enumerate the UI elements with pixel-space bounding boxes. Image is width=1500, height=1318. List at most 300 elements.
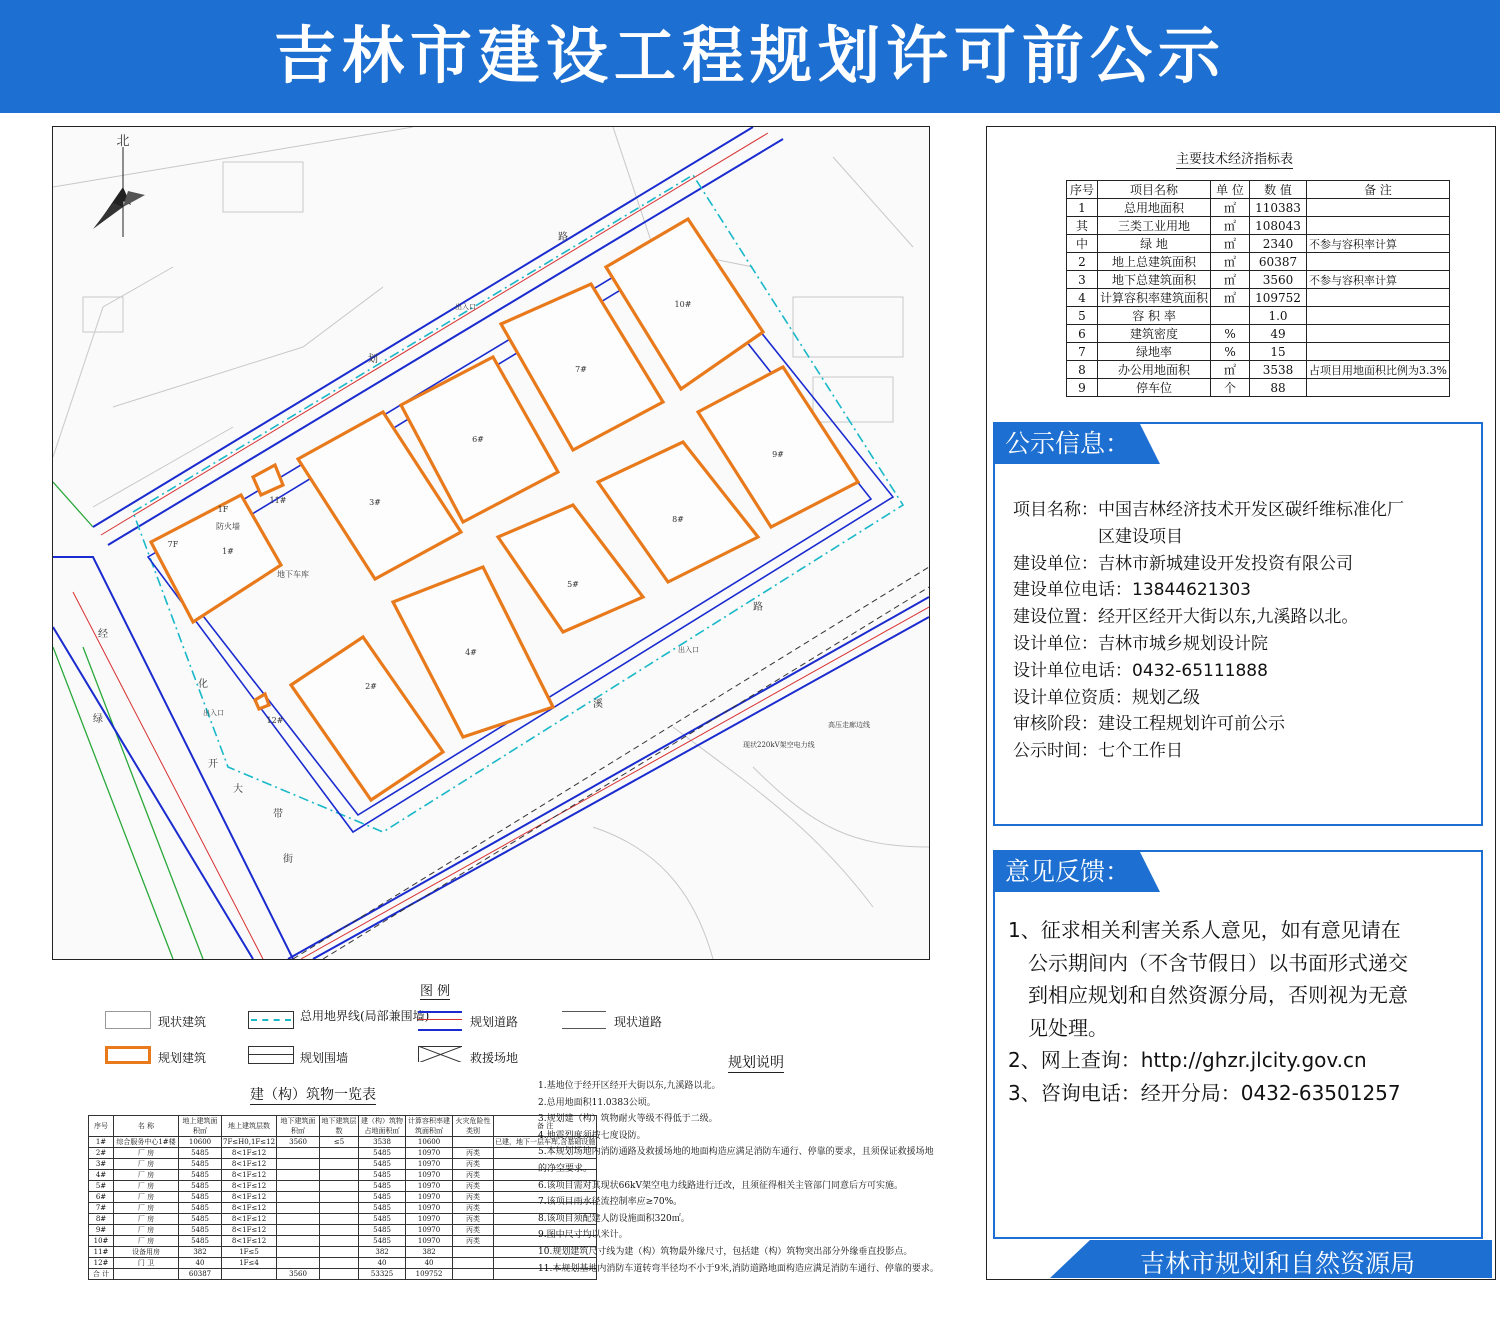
econ-cell-value: 1.0 xyxy=(1250,307,1307,325)
building-label-5: 6# xyxy=(472,435,484,444)
building-table-cell: 40 xyxy=(406,1258,453,1269)
econ-cell-name: 建筑密度 xyxy=(1098,325,1211,343)
econ-cell-unit: ㎡ xyxy=(1211,271,1250,289)
building-table-cell: 8<1F≤12 xyxy=(222,1236,277,1247)
building-table-cell: ≤5 xyxy=(320,1137,359,1148)
building-table-cell xyxy=(320,1247,359,1258)
building-table-header: 备 注 xyxy=(494,1116,597,1137)
power-line-label: 现状220kV架空电力线 xyxy=(743,741,815,749)
building-table-cell: 9# xyxy=(89,1225,114,1236)
road-char-hua: 化 xyxy=(198,679,208,690)
north-arrow-icon xyxy=(93,134,145,237)
building-table-cell: 8<1F≤12 xyxy=(222,1203,277,1214)
note-line: 6.该项目需对其现状66kV架空电力线路进行迁改，且须征得相关主管部门同意后方可实施。 xyxy=(538,1180,903,1191)
econ-cell-name: 计算容积率建筑面积 xyxy=(1098,289,1211,307)
building-table-title: 建（构）筑物一览表 xyxy=(250,1084,376,1105)
building-table-cell: 10970 xyxy=(406,1159,453,1170)
econ-cell-note xyxy=(1307,253,1450,271)
building-table-cell xyxy=(453,1258,494,1269)
building-table-header: 地上建筑面积㎡ xyxy=(179,1116,222,1137)
note-line: 5.本规划场地内消防通路及救援场地的地面构造应满足消防车通行、停靠的要求，且须保证救援场地 xyxy=(538,1147,934,1158)
table-row xyxy=(89,1203,597,1214)
floor-label-7f: 7F xyxy=(167,540,179,549)
econ-cell-note: 占项目用地面积比例为3.3% xyxy=(1307,361,1450,379)
building-table-cell xyxy=(320,1192,359,1203)
notes-title: 规划说明 xyxy=(728,1052,784,1073)
building-label-2: 2# xyxy=(365,682,377,691)
legend-label-boundary: 总用地界线(局部兼围墙) xyxy=(300,1009,430,1023)
building-table-cell xyxy=(277,1148,320,1159)
table-row xyxy=(89,1269,597,1280)
building-table-cell: 5485 xyxy=(359,1236,406,1247)
firewall-label: 防火墙 xyxy=(216,522,240,531)
econ-cell-note xyxy=(1307,325,1450,343)
building-table-cell xyxy=(320,1236,359,1247)
table-row xyxy=(1067,361,1450,379)
legend-swatch-existing-road xyxy=(562,1011,606,1029)
building-table-cell: 3538 xyxy=(359,1137,406,1148)
econ-cell-value: 60387 xyxy=(1250,253,1307,271)
econ-cell-note: 不参与容积率计算 xyxy=(1307,235,1450,253)
info-line: 设计单位电话：0432-65111888 xyxy=(1013,660,1268,681)
building-table-cell: 2# xyxy=(89,1148,114,1159)
building-table-cell: 丙类 xyxy=(453,1170,494,1181)
building-table-cell: 5485 xyxy=(359,1148,406,1159)
building-table-cell xyxy=(320,1148,359,1159)
econ-cell-value: 2340 xyxy=(1250,235,1307,253)
table-row xyxy=(89,1192,597,1203)
building-table-cell xyxy=(222,1269,277,1280)
building-table-cell xyxy=(277,1225,320,1236)
building-table-cell: 5485 xyxy=(179,1203,222,1214)
building-table-cell: 10970 xyxy=(406,1214,453,1225)
road-char-hua2: 划 xyxy=(368,354,378,365)
building-table-cell: 5485 xyxy=(179,1192,222,1203)
table-row xyxy=(89,1214,597,1225)
note-line: 的净空要求。 xyxy=(538,1164,593,1174)
site-plan-map xyxy=(52,126,930,960)
building-label-9: 9# xyxy=(772,450,784,459)
econ-cell-value: 49 xyxy=(1250,325,1307,343)
econ-table-title: 主要技术经济指标表 xyxy=(1176,148,1293,169)
econ-cell-note xyxy=(1307,199,1450,217)
econ-cell-value: 15 xyxy=(1250,343,1307,361)
building-table-cell: 门 卫 xyxy=(114,1258,179,1269)
building-table-cell: 已建，地下一层车库,含基础设施 xyxy=(495,1138,596,1146)
econ-cell-no: 其 xyxy=(1067,217,1098,235)
page-title: 吉林市建设工程规划许可前公示 xyxy=(273,19,1226,92)
building-table-header: 计算容积率建筑面积㎡ xyxy=(406,1116,453,1137)
road-char-lu-2: 路 xyxy=(753,602,763,613)
building-table-cell: 7F≤H0,1F≤12 xyxy=(223,1138,276,1146)
building-label-7: 7# xyxy=(575,365,587,374)
table-row xyxy=(89,1258,597,1269)
building-table-cell: 40 xyxy=(359,1258,406,1269)
econ-cell-value: 108043 xyxy=(1250,217,1307,235)
building-table-header: 地上建筑层数 xyxy=(222,1116,277,1137)
building-table-cell: 5485 xyxy=(179,1148,222,1159)
econ-cell-name: 停车位 xyxy=(1098,379,1211,397)
building-table-header: 名 称 xyxy=(114,1116,179,1137)
table-row xyxy=(89,1137,597,1148)
building-table-cell: 8<1F≤12 xyxy=(222,1214,277,1225)
building-table-cell: 厂 房 xyxy=(114,1203,179,1214)
legend-label-planned-wall: 规划围墙 xyxy=(300,1051,349,1065)
feedback-line: 3、咨询电话：经开分局：0432-63501257 xyxy=(1008,1080,1401,1105)
building-table-cell xyxy=(277,1247,320,1258)
building-table-cell: 10970 xyxy=(406,1181,453,1192)
note-line: 11.本规划基地内消防车道转弯半径均不小于9米,消防道路地面构造应满足消防车通行、停靠的要求。 xyxy=(538,1263,939,1274)
building-table-cell: 10970 xyxy=(406,1192,453,1203)
building-label-8: 8# xyxy=(672,515,684,524)
building-table-cell: 109752 xyxy=(406,1269,453,1280)
footer-org-name: 吉林市规划和自然资源局 xyxy=(1140,1249,1416,1278)
econ-cell-name: 容 积 率 xyxy=(1098,307,1211,325)
building-table-cell: 3# xyxy=(89,1159,114,1170)
econ-cell-unit: ㎡ xyxy=(1211,235,1250,253)
table-row xyxy=(89,1159,597,1170)
hv-corridor-label: 高压走廊边线 xyxy=(828,721,870,729)
building-table-cell: 5485 xyxy=(359,1214,406,1225)
building-table-cell xyxy=(277,1236,320,1247)
tab-corner-shape xyxy=(1140,852,1170,892)
road-char-kai: 开 xyxy=(208,759,218,770)
col-no: 序号 xyxy=(1067,181,1098,199)
building-table-cell: 8# xyxy=(89,1214,114,1225)
building-table-cell xyxy=(277,1203,320,1214)
table-row xyxy=(89,1236,597,1247)
building-table-cell: 丙类 xyxy=(453,1203,494,1214)
building-table-header: 地下建筑层数 xyxy=(321,1117,357,1135)
road-char-jie: 街 xyxy=(283,854,293,865)
econ-cell-no: 7 xyxy=(1067,343,1098,361)
table-header-row xyxy=(1067,181,1450,199)
legend-swatch-existing-building xyxy=(105,1011,151,1029)
table-row xyxy=(1067,253,1450,271)
econ-cell-no: 3 xyxy=(1067,271,1098,289)
building-table-cell: 厂 房 xyxy=(114,1181,179,1192)
building-table-cell: 10970 xyxy=(406,1203,453,1214)
feedback-line: 2、网上查询：http://ghzr.jlcity.gov.cn xyxy=(1008,1048,1367,1072)
building-table-cell xyxy=(320,1159,359,1170)
table-row xyxy=(1067,343,1450,361)
col-name: 项目名称 xyxy=(1098,181,1211,199)
building-table-cell: 6# xyxy=(89,1192,114,1203)
econ-cell-unit: ㎡ xyxy=(1211,361,1250,379)
building-table-cell: 7# xyxy=(89,1203,114,1214)
econ-cell-value: 3560 xyxy=(1250,271,1307,289)
entrance-label-2: 出入口 xyxy=(678,646,699,654)
legend-swatch-planned-road xyxy=(418,1011,462,1031)
econ-cell-no: 4 xyxy=(1067,289,1098,307)
note-line: 2.总用地面积11.0383公顷。 xyxy=(538,1097,656,1108)
building-table-cell xyxy=(320,1269,359,1280)
building-table-cell: 53325 xyxy=(359,1269,406,1280)
econ-cell-no: 中 xyxy=(1067,235,1098,253)
building-table-cell: 丙类 xyxy=(453,1214,494,1225)
econ-cell-unit: 个 xyxy=(1211,379,1250,397)
info-line: 建设单位电话：13844621303 xyxy=(1013,580,1251,601)
col-note: 备 注 xyxy=(1307,181,1450,199)
note-line: 7.该项目雨水径流控制率应≥70%。 xyxy=(538,1197,683,1208)
legend-swatch-planned-building xyxy=(105,1046,151,1064)
building-table-cell xyxy=(320,1258,359,1269)
building-table-cell: 10600 xyxy=(406,1137,453,1148)
building-table-cell: 厂 房 xyxy=(114,1159,179,1170)
legend-label-planned-road: 规划道路 xyxy=(470,1015,519,1029)
building-table-cell: 8<1F≤12 xyxy=(222,1170,277,1181)
building-table-cell: 厂 房 xyxy=(114,1225,179,1236)
building-table-cell xyxy=(453,1137,494,1148)
building-table-cell: 5# xyxy=(89,1181,114,1192)
econ-cell-no: 6 xyxy=(1067,325,1098,343)
entrance-label-1: 出入口 xyxy=(455,303,476,311)
econ-cell-name: 地下总建筑面积 xyxy=(1098,271,1211,289)
building-table-cell: 4# xyxy=(89,1170,114,1181)
col-unit: 单 位 xyxy=(1211,181,1250,199)
building-table-cell: 5485 xyxy=(179,1236,222,1247)
building-table-cell xyxy=(453,1247,494,1258)
table-row xyxy=(1067,325,1450,343)
building-table-cell: 合 计 xyxy=(89,1269,114,1280)
header-banner xyxy=(0,0,1500,113)
building-table-cell xyxy=(114,1269,179,1280)
legend-title: 图 例 xyxy=(420,980,450,1000)
econ-cell-unit: % xyxy=(1211,325,1250,343)
building-table-cell: 382 xyxy=(179,1247,222,1258)
floor-label-1f: 1F xyxy=(217,505,229,514)
road-char-jing: 经 xyxy=(98,629,108,640)
econ-cell-unit: ㎡ xyxy=(1211,289,1250,307)
note-line: 8.该项目须配建人防设施面积320㎡。 xyxy=(538,1213,690,1224)
building-table-cell: 382 xyxy=(359,1247,406,1258)
building-table-cell: 丙类 xyxy=(453,1159,494,1170)
building-table-header: 序号 xyxy=(89,1116,114,1137)
econ-cell-note xyxy=(1307,379,1450,397)
building-table-cell: 1F≤4 xyxy=(222,1258,277,1269)
table-row xyxy=(89,1247,597,1258)
building-table-cell: 10970 xyxy=(406,1148,453,1159)
road-char-dai: 带 xyxy=(273,809,283,820)
table-row xyxy=(1067,307,1450,325)
building-table-cell: 10970 xyxy=(406,1170,453,1181)
info-line: 区建设项目 xyxy=(1013,526,1183,547)
site-plan-drawing xyxy=(53,127,929,959)
building-table-cell: 5485 xyxy=(179,1225,222,1236)
building-label-10: 10# xyxy=(674,300,692,309)
table-row xyxy=(1067,199,1450,217)
building-table-cell: 3560 xyxy=(277,1269,320,1280)
building-table-cell: 10970 xyxy=(406,1236,453,1247)
table-row xyxy=(89,1225,597,1236)
econ-cell-no: 2 xyxy=(1067,253,1098,271)
building-table-cell: 60387 xyxy=(179,1269,222,1280)
building-table-cell xyxy=(277,1170,320,1181)
econ-cell-note xyxy=(1307,343,1450,361)
building-table-cell: 8<1F≤12 xyxy=(222,1181,277,1192)
building-table-cell: 5485 xyxy=(179,1159,222,1170)
econ-cell-name: 绿 地 xyxy=(1098,235,1211,253)
building-table-cell: 5485 xyxy=(359,1225,406,1236)
table-row xyxy=(89,1181,597,1192)
econ-cell-no: 5 xyxy=(1067,307,1098,325)
building-table-cell: 厂 房 xyxy=(114,1192,179,1203)
legend-label-planned-building: 规划建筑 xyxy=(158,1051,207,1065)
table-row xyxy=(89,1148,597,1159)
legend-swatch-planned-wall xyxy=(248,1046,294,1064)
building-table-cell: 5485 xyxy=(359,1181,406,1192)
underground-garage-label: 地下车库 xyxy=(277,570,309,579)
econ-cell-unit: ㎡ xyxy=(1211,199,1250,217)
building-table-cell: 厂 房 xyxy=(114,1148,179,1159)
building-table-cell: 丙类 xyxy=(453,1148,494,1159)
legend-swatch-rescue-site xyxy=(418,1046,462,1062)
building-table-header: 建（构）筑物占地面积㎡ xyxy=(359,1116,406,1137)
road-char-lv: 绿 xyxy=(93,714,103,725)
econ-cell-name: 总用地面积 xyxy=(1098,199,1211,217)
econ-cell-note xyxy=(1307,289,1450,307)
building-table-cell: 厂 房 xyxy=(114,1170,179,1181)
building-table-cell xyxy=(320,1203,359,1214)
building-table-cell: 11# xyxy=(89,1247,114,1258)
building-table-cell: 10970 xyxy=(406,1225,453,1236)
feedback-line: 公示期间内（不含节假日）以书面形式递交 xyxy=(1008,950,1408,975)
building-table-cell: 382 xyxy=(406,1247,453,1258)
building-table-cell xyxy=(277,1192,320,1203)
building-label-12: 12# xyxy=(266,716,284,725)
building-table-cell: 5485 xyxy=(359,1203,406,1214)
building-table-cell: 40 xyxy=(179,1258,222,1269)
econ-cell-name: 三类工业用地 xyxy=(1098,217,1211,235)
building-label-1: 1# xyxy=(222,547,234,556)
road-char-lu-1: 路 xyxy=(558,232,568,243)
econ-cell-note xyxy=(1307,217,1450,235)
feedback-line: 到相应规划和自然资源分局，否则视为无意 xyxy=(1008,983,1408,1007)
table-row xyxy=(1067,217,1450,235)
building-table-cell: 5485 xyxy=(359,1192,406,1203)
table-header-row xyxy=(89,1116,597,1137)
building-table-cell xyxy=(320,1170,359,1181)
table-row xyxy=(89,1170,597,1181)
info-line: 建设位置：经开区经开大街以东,九溪路以北。 xyxy=(1013,607,1359,628)
econ-cell-name: 办公用地面积 xyxy=(1098,361,1211,379)
building-list-table xyxy=(88,1115,597,1280)
building-table-cell: 丙类 xyxy=(453,1225,494,1236)
econ-cell-no: 8 xyxy=(1067,361,1098,379)
building-table-cell: 设备用房 xyxy=(114,1247,179,1258)
building-table-cell: 丙类 xyxy=(453,1192,494,1203)
building-table-cell: 厂 房 xyxy=(114,1236,179,1247)
econ-cell-note: 不参与容积率计算 xyxy=(1307,271,1450,289)
building-table-cell: 综合服务中心1#楼 xyxy=(114,1137,179,1148)
feedback-line: 见处理。 xyxy=(1008,1015,1108,1040)
building-table-cell xyxy=(277,1214,320,1225)
econ-cell-name: 绿地率 xyxy=(1098,343,1211,361)
building-label-11: 11# xyxy=(269,496,287,505)
legend-label-existing-building: 现状建筑 xyxy=(158,1015,207,1029)
econ-cell-note xyxy=(1307,307,1450,325)
building-table-cell xyxy=(320,1225,359,1236)
table-row xyxy=(1067,379,1450,397)
building-table-cell: 10# xyxy=(89,1236,114,1247)
building-table-cell: 8<1F≤12 xyxy=(222,1225,277,1236)
building-table-cell: 10600 xyxy=(179,1137,222,1148)
road-char-xi: 溪 xyxy=(593,699,603,710)
building-table-cell: 5485 xyxy=(179,1170,222,1181)
building-table-cell: 厂 房 xyxy=(114,1214,179,1225)
econ-indicators-table xyxy=(1066,180,1450,397)
building-table-cell xyxy=(453,1269,494,1280)
econ-cell-value: 88 xyxy=(1250,379,1307,397)
building-table-cell: 5485 xyxy=(359,1159,406,1170)
note-line: 10.规划建筑尺寸线为建（构）筑物最外缘尺寸，包括建（构）筑物突出部分外缘垂直投影点。 xyxy=(538,1247,913,1257)
tab-corner-shape xyxy=(1140,424,1170,464)
info-line: 设计单位资质：规划乙级 xyxy=(1013,687,1200,708)
info-line: 项目名称：中国吉林经济技术开发区碳纤维标准化厂 xyxy=(1013,500,1404,520)
note-line: 4.地震烈度须按七度设防。 xyxy=(538,1130,646,1141)
building-table-cell: 1# xyxy=(89,1137,114,1148)
building-table-cell xyxy=(277,1181,320,1192)
info-panel-tab: 公示信息： xyxy=(995,424,1140,464)
note-line: 3.规划建（构）筑物耐火等级不得低于二级。 xyxy=(538,1114,718,1125)
col-value: 数 值 xyxy=(1250,181,1307,199)
building-table-cell: 8<1F≤12 xyxy=(222,1148,277,1159)
legend-label-rescue-site: 救援场地 xyxy=(470,1051,519,1065)
table-row xyxy=(1067,271,1450,289)
legend-swatch-boundary xyxy=(248,1011,294,1029)
building-table-cell: 丙类 xyxy=(453,1181,494,1192)
econ-cell-no: 1 xyxy=(1067,199,1098,217)
north-label: 北 xyxy=(116,134,130,149)
building-table-cell: 丙类 xyxy=(453,1236,494,1247)
building-table-cell: 3560 xyxy=(277,1137,320,1148)
econ-cell-unit xyxy=(1211,307,1250,325)
feedback-panel-tab: 意见反馈： xyxy=(995,852,1140,892)
building-table-cell: 8<1F≤12 xyxy=(222,1192,277,1203)
info-line: 建设单位：吉林市新城建设开发投资有限公司 xyxy=(1013,553,1353,574)
building-table-header: 火灾危险性类别 xyxy=(453,1116,494,1137)
info-line: 公示时间：七个工作日 xyxy=(1013,741,1183,762)
table-row xyxy=(1067,289,1450,307)
building-table-cell: 5485 xyxy=(179,1181,222,1192)
building-table-cell: 1F≤5 xyxy=(222,1247,277,1258)
entrance-label-3: 出入口 xyxy=(203,709,224,717)
building-table-cell xyxy=(320,1181,359,1192)
legend-label-existing-road: 现状道路 xyxy=(614,1015,663,1029)
table-row xyxy=(1067,235,1450,253)
feedback-line: 1、征求相关利害关系人意见，如有意见请在 xyxy=(1008,918,1401,942)
info-line: 审核阶段：建设工程规划许可前公示 xyxy=(1013,714,1285,735)
econ-cell-unit: ㎡ xyxy=(1211,217,1250,235)
building-table-header: 地下建筑面积㎡ xyxy=(277,1116,320,1137)
econ-cell-value: 110383 xyxy=(1250,199,1307,217)
info-line: 设计单位：吉林市城乡规划设计院 xyxy=(1013,634,1268,654)
building-table-cell xyxy=(277,1159,320,1170)
building-table-cell xyxy=(277,1258,320,1269)
econ-cell-name: 地上总建筑面积 xyxy=(1098,253,1211,271)
econ-cell-no: 9 xyxy=(1067,379,1098,397)
note-line: 1.基地位于经开区经开大街以东,九溪路以北。 xyxy=(538,1081,721,1091)
building-table-cell: 5485 xyxy=(179,1214,222,1225)
building-table-cell: 5485 xyxy=(359,1170,406,1181)
econ-cell-value: 109752 xyxy=(1250,289,1307,307)
building-table-cell xyxy=(320,1214,359,1225)
building-label-3: 3# xyxy=(369,498,381,507)
building-table-cell: 12# xyxy=(89,1258,114,1269)
econ-cell-unit: % xyxy=(1211,343,1250,361)
building-table-cell: 8<1F≤12 xyxy=(222,1159,277,1170)
building-label-4: 4# xyxy=(465,648,477,657)
